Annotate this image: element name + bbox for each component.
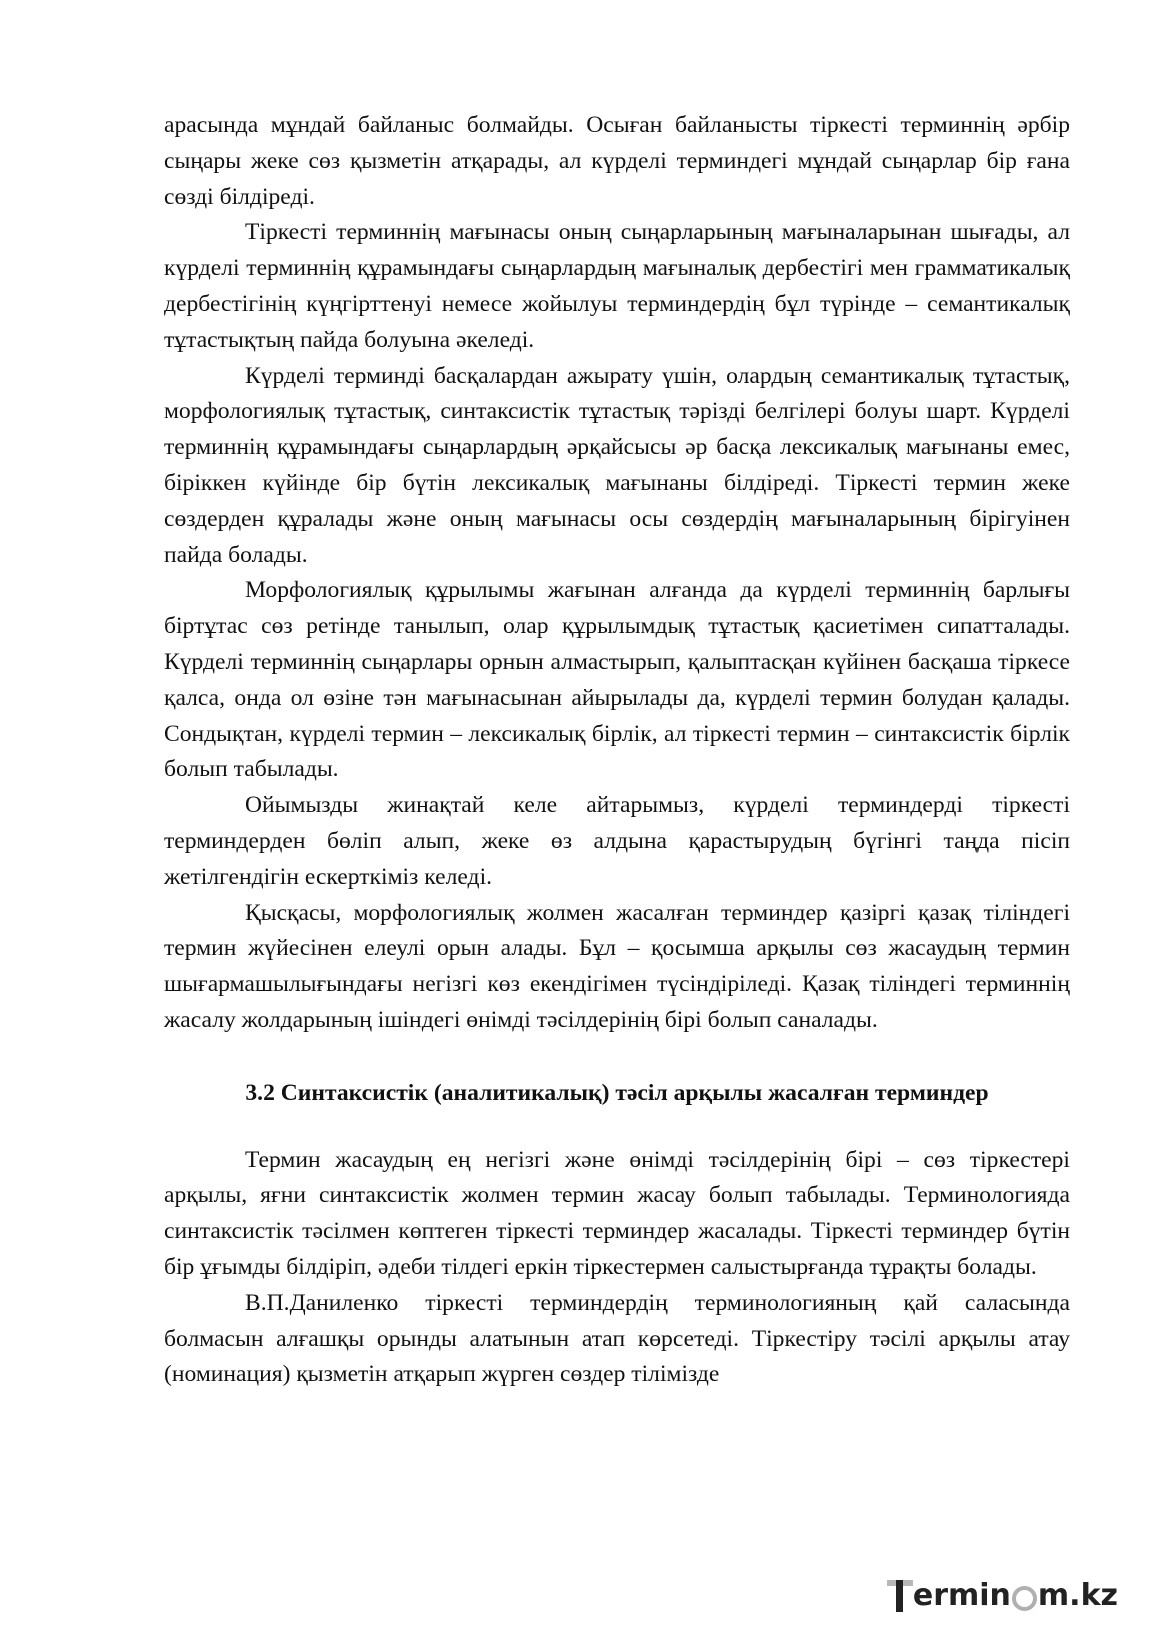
section-heading: 3.2 Синтаксистік (аналитикалық) тәсіл арқылы жасалған терминдер	[245, 1079, 989, 1106]
paragraphs-after	[164, 1143, 1070, 1394]
o-ring-icon	[1012, 1586, 1037, 1611]
paragraph: Термин жасаудың ең негізгі және өнімді тәсілдерінің бірі – сөз тіркестері арқылы, яғни синтаксистік жолмен термин жасау болып табылады. Терминологияда синтаксистік тәсілмен көптеген тіркесті терминдер жасалады. Тіркесті терминдер бүтін бір ұғымды білдіріп, әдеби тілдегі еркін тіркестермен салыстырғанда тұрақты болады.	[164, 1146, 1070, 1280]
termincom-watermark	[887, 1575, 1118, 1615]
watermark-text-part2: m.kz	[1037, 1577, 1118, 1613]
paragraph: Морфологиялық құрылымы жағынан алғанда да күрделі терминнің барлығы біртұтас сөз ретінде танылып, олар құрылымдық тұтастық қасиетімен сипатталады. Күрделі терминнің сыңарлары орнын алмастырып, қалыптасқан күйінен басқаша тіркесе қалса, онда ол өзіне тән мағынасынан айырылады да, күрделі термин болудан қалады. Сондықтан, күрделі термин – лексикалық бірлік, ал тіркесті термин – синтаксистік бірлік болып табылады.	[164, 577, 1070, 783]
t-logo-icon	[887, 1578, 913, 1612]
paragraph: В.П.Даниленко тіркесті терминдердің терминологияның қай саласында болмасын алғашқы орынды алатынын атап көрсетеді. Тіркестіру тәсілі арқылы атау (номинация) қызметін атқарып жүрген сөздер тілімізде	[164, 1289, 1070, 1388]
paragraph: Тіркесті терминнің мағынасы оның сыңарларының мағыналарынан шығады, ал күрделі терминнің құрамындағы сыңарлардың мағыналық дербестігі мен грамматикалық дербестігінің күңгірттенуі немесе жойылуы терминдердің бұл түрінде – семантикалық тұтастықтың пайда болуына әкеледі.	[164, 219, 1070, 353]
paragraph: Қысқасы, морфологиялық жолмен жасалған терминдер қазіргі қазақ тіліндегі термин жүйесінен елеулі орын алады. Бұл – қосымша арқылы сөз жасаудың термин шығармашылығындағы негізгі көз екендігімен түсіндіріледі. Қазақ тіліндегі терминнің жасалу жолдарының ішіндегі өнімді тәсілдерінің бірі болып саналады.	[164, 899, 1070, 1033]
paragraph: Күрделі терминді басқалардан ажырату үшін, олардың семантикалық тұтастық, морфологиялық тұтастық, синтаксистік тұтастық тәрізді белгілері болуы шарт. Күрделі терминнің құрамындағы сыңарлардың әрқайсысы әр басқа лексикалық мағынаны емес, біріккен күйінде бір бүтін лексикалық мағынаны білдіреді. Тіркесті термин жеке сөздерден құралады және оның мағынасы осы сөздердің мағыналарының бірігуінен пайда болады.	[164, 362, 1070, 568]
paragraphs-before	[164, 108, 1070, 1039]
paragraph: арасында мұндай байланыс болмайды. Осыған байланысты тіркесті терминнің әрбір сыңары жеке сөз қызметін атқарады, ал күрделі терминдегі мұндай сыңарлар бір ғана сөзді білдіреді.	[164, 112, 1070, 210]
paragraph: Ойымызды жинақтай келе айтарымыз, күрделі терминдерді тіркесті терминдерден бөліп алып, жеке өз алдына қарастырудың бүгінгі таңда пісіп жетілгендігін ескерткіміз келеді.	[164, 792, 1070, 890]
document-page	[164, 108, 1070, 1393]
watermark-text-part1: ermin	[912, 1577, 1011, 1613]
